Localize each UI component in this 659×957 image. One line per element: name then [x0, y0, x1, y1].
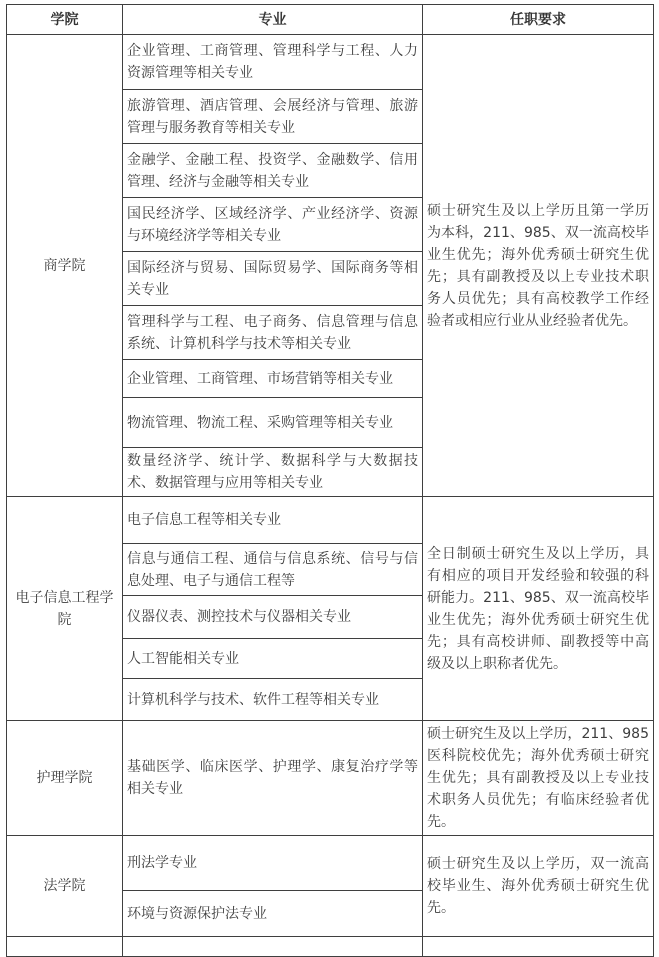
major-cell: 信息与通信工程、通信与信息系统、信号与信息处理、电子与通信工程等: [123, 544, 423, 596]
major-cell: 旅游管理、酒店管理、会展经济与管理、旅游管理与服务教育等相关专业: [123, 90, 423, 144]
major-cell: 企业管理、工商管理、市场营销等相关专业: [123, 360, 423, 398]
table-row: [7, 836, 654, 891]
major-cell: 刑法学专业: [123, 836, 423, 891]
major-cell: 金融学、金融工程、投资学、金融数学、信用管理、经济与金融等相关专业: [123, 144, 423, 198]
college-cell-nursing: 护理学院: [7, 721, 123, 836]
major-cell: 数量经济学、统计学、数据科学与大数据技术、数据管理与应用等相关专业: [123, 448, 423, 497]
major-cell: 企业管理、工商管理、管理科学与工程、人力资源管理等相关专业: [123, 35, 423, 90]
requirements-cell-empty: [423, 937, 654, 957]
major-column-header: 专业: [123, 5, 423, 35]
college-cell-business: 商学院: [7, 35, 123, 497]
major-cell: 物流管理、物流工程、采购管理等相关专业: [123, 398, 423, 448]
college-cell-empty: [7, 937, 123, 957]
major-cell: [123, 937, 423, 957]
college-column-header: 学院: [7, 5, 123, 35]
table-row: [7, 937, 654, 957]
requirements-cell-nursing: 硕士研究生及以上学历，211、985医科院校优先；海外优秀硕士研究生优先；具有副教授及以上专业技术职务人员优先；有临床经验者优先。: [423, 721, 654, 836]
major-cell: 基础医学、临床医学、护理学、康复治疗学等相关专业: [123, 721, 423, 836]
major-cell: 仪器仪表、测控技术与仪器相关专业: [123, 596, 423, 639]
requirements-column-header: 任职要求: [423, 5, 654, 35]
major-cell: 电子信息工程等相关专业: [123, 497, 423, 544]
recruitment-requirements-table: [6, 4, 654, 957]
requirements-cell-business: 硕士研究生及以上学历且第一学历为本科，211、985、双一流高校毕业生优先；海外优秀硕士研究生优先；具有副教授及以上专业技术职务人员优先；具有高校教学工作经验者或相应行业从业经验者优先。: [423, 35, 654, 497]
college-cell-law: 法学院: [7, 836, 123, 937]
major-cell: 环境与资源保护法专业: [123, 891, 423, 937]
major-cell: 国民经济学、区域经济学、产业经济学、资源与环境经济学等相关专业: [123, 198, 423, 252]
requirements-cell-law: 硕士研究生及以上学历，双一流高校毕业生、海外优秀硕士研究生优先。: [423, 836, 654, 937]
college-cell-electronic-information: 电子信息工程学院: [7, 497, 123, 721]
table-row: [7, 35, 654, 90]
major-cell: 计算机科学与技术、软件工程等相关专业: [123, 679, 423, 721]
major-cell: 国际经济与贸易、国际贸易学、国际商务等相关专业: [123, 252, 423, 306]
header-row: [7, 5, 654, 35]
table-row: [7, 497, 654, 544]
table-row: [7, 721, 654, 836]
major-cell: 管理科学与工程、电子商务、信息管理与信息系统、计算机科学与技术等相关专业: [123, 306, 423, 360]
major-cell: 人工智能相关专业: [123, 639, 423, 679]
requirements-cell-electronic-information: 全日制硕士研究生及以上学历，具有相应的项目开发经验和较强的科研能力。211、985、双一流高校毕业生优先；海外优秀硕士研究生优先；具有高校讲师、副教授等中高级及以上职称者优先。: [423, 497, 654, 721]
